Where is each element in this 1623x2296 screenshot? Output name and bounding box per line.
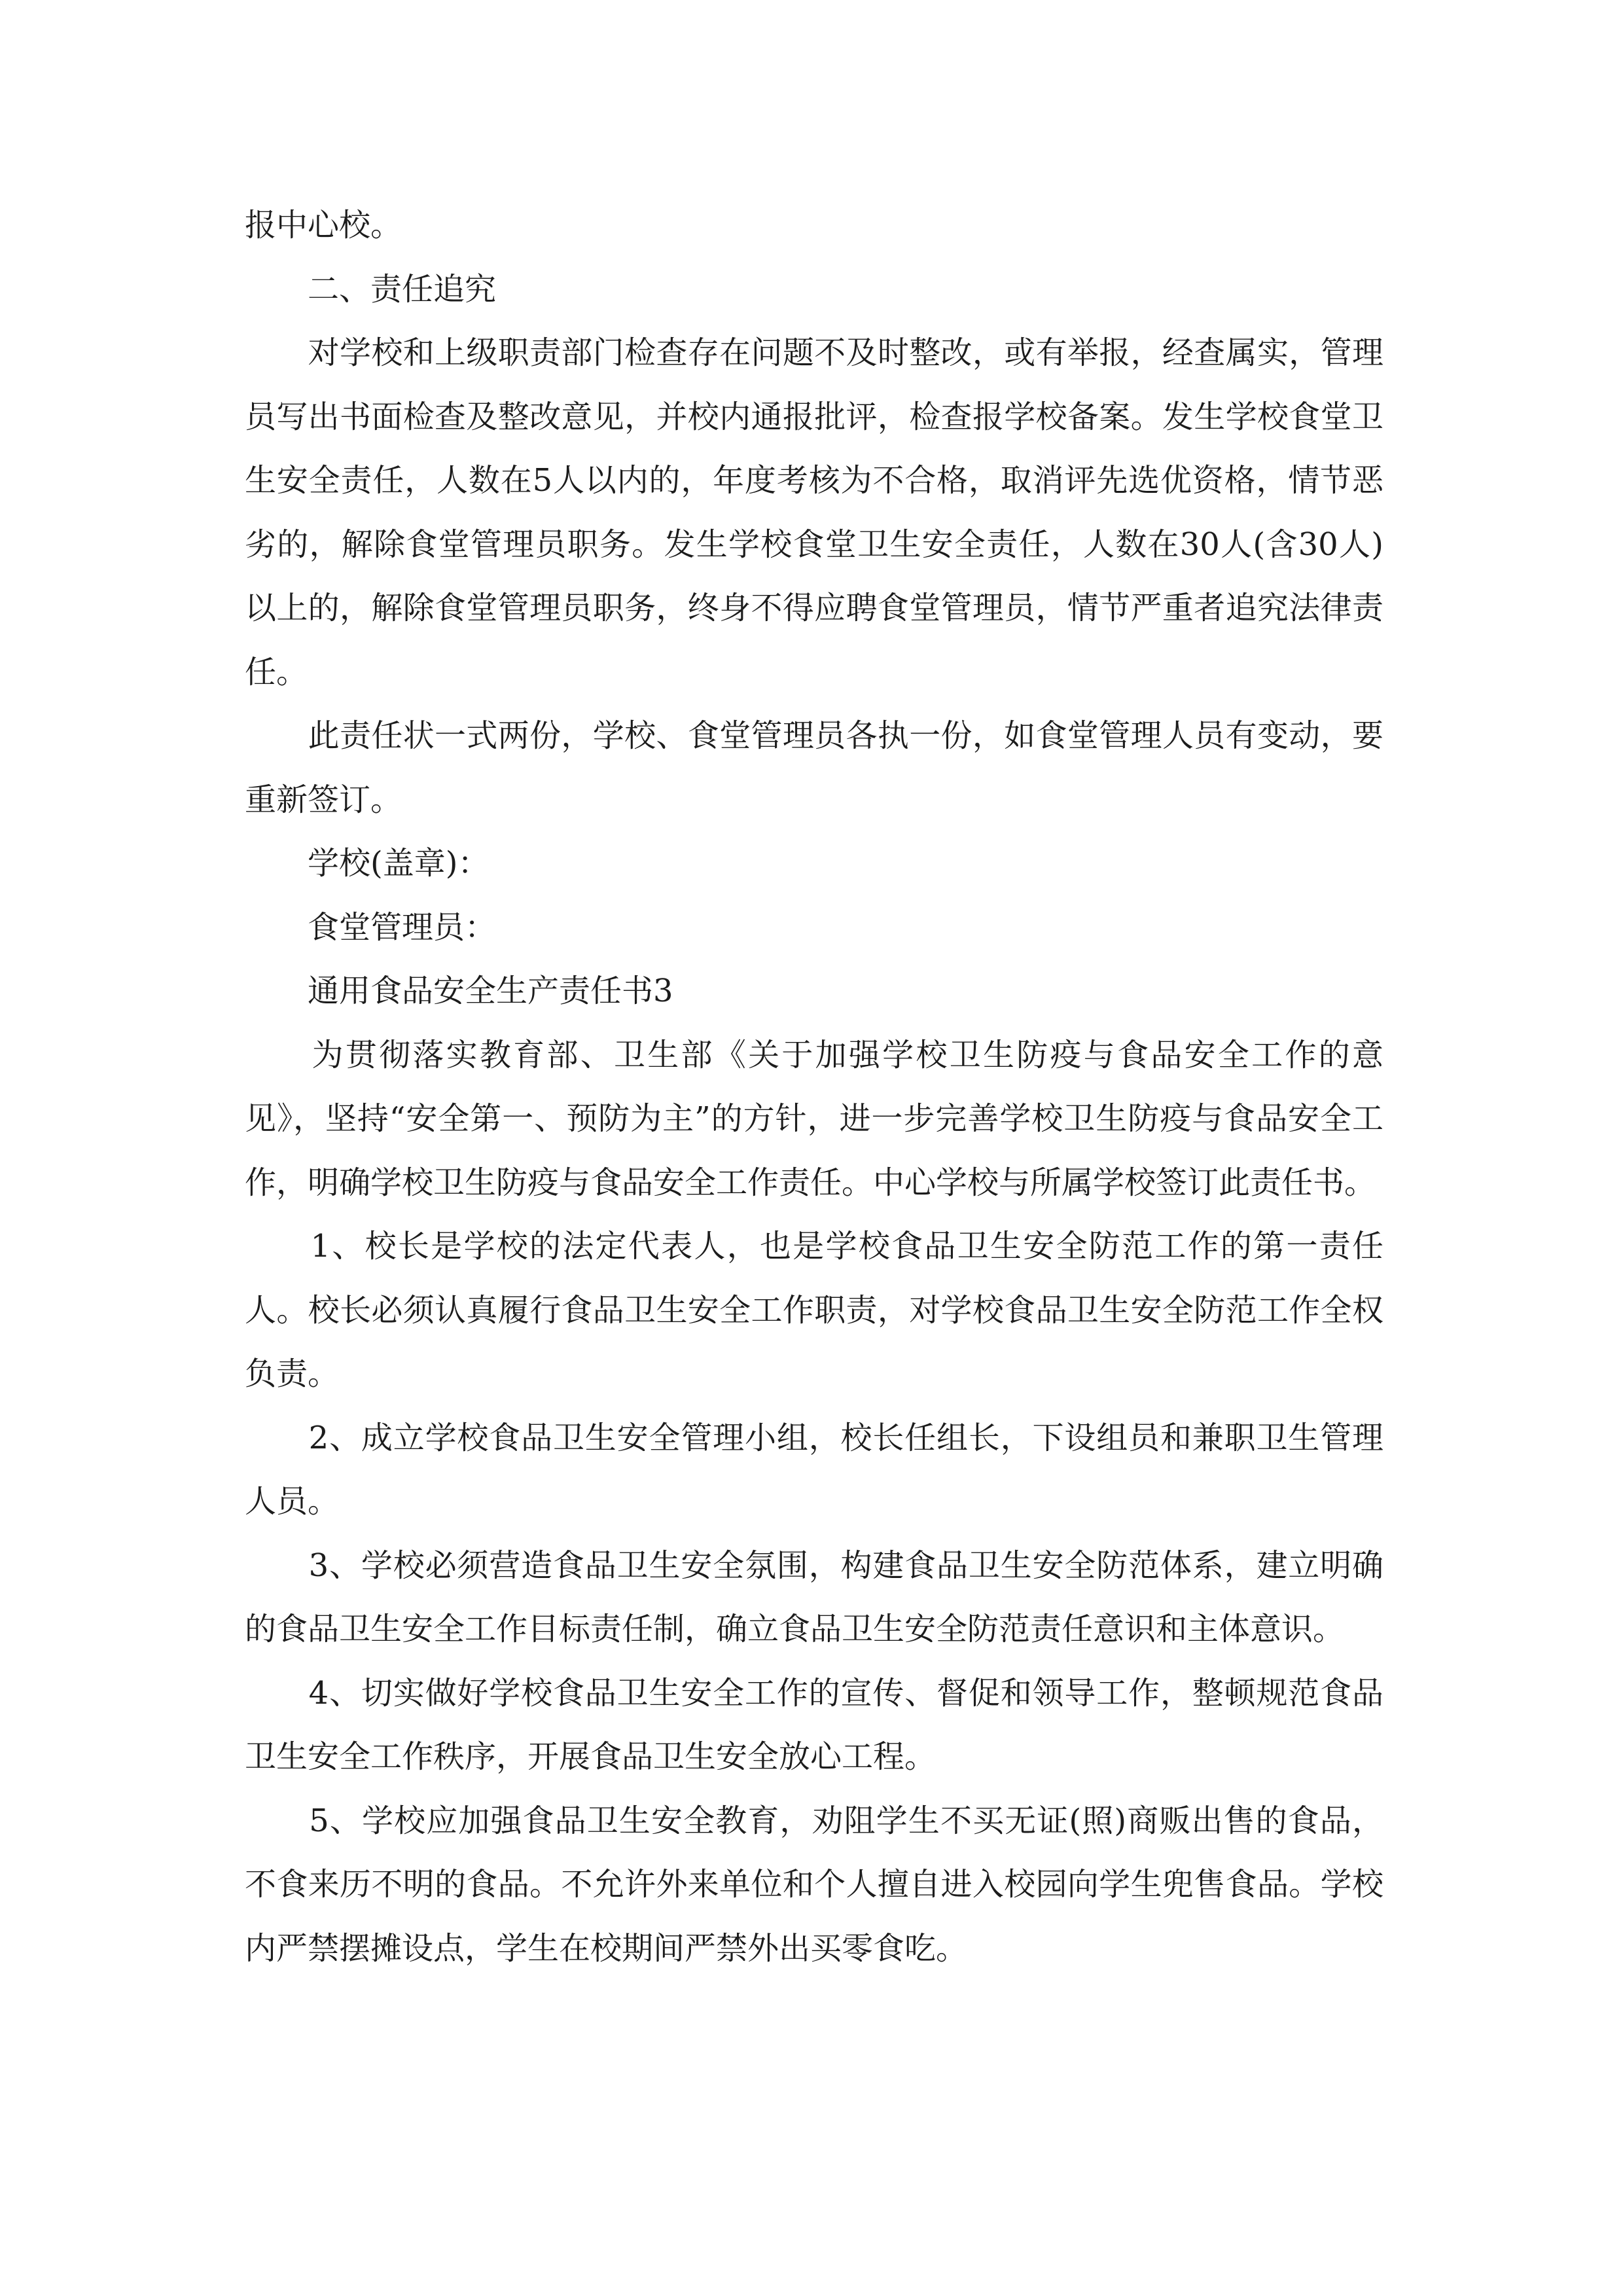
- document-title-3: 通用食品安全生产责任书3: [245, 973, 673, 1009]
- paragraph-copies: 此责任状一式两份，学校、食堂管理员各执一份，如食堂管理人员有变动，要重新签订。: [245, 717, 1383, 818]
- paragraph-intro: 为贯彻落实教育部、卫生部《关于加强学校卫生防疫与食品安全工作的意见》，坚持“安全第一、预防为主”的方针，进一步完善学校卫生防疫与食品安全工作，明确学校卫生防疫与食品安全工作责任。中心学校与所属学校签订此责任书。: [245, 1036, 1383, 1201]
- list-item-1: 1、校长是学校的法定代表人，也是学校食品卫生安全防范工作的第一责任人。校长必须认真履行食品卫生安全工作职责，对学校食品卫生安全防范工作全权负责。: [245, 1228, 1383, 1392]
- list-item-5: 5、学校应加强食品卫生安全教育，劝阻学生不买无证(照)商贩出售的食品，不食来历不明的食品。不允许外来单位和个人擅自进入校园向学生兜售食品。学校内严禁摆摊设点，学生在校期间严禁外出买零食吃。: [245, 1802, 1383, 1967]
- paragraph-accountability: 对学校和上级职责部门检查存在问题不及时整改，或有举报，经查属实，管理员写出书面检查及整改意见，并校内通报批评，检查报学校备案。发生学校食堂卫生安全责任，人数在5人以内的，年度考核为不合格，取消评先选优资格，情节恶劣的，解除食堂管理员职务。发生学校食堂卫生安全责任，人数在30人(含30人)以上的，解除食堂管理员职务，终身不得应聘食堂管理员，情节严重者追究法律责任。: [245, 334, 1383, 691]
- list-item-3: 3、学校必须营造食品卫生安全氛围，构建食品卫生安全防范体系，建立明确的食品卫生安全工作目标责任制，确立食品卫生安全防范责任意识和主体意识。: [245, 1547, 1383, 1647]
- signature-line-school: 学校(盖章)：: [245, 845, 490, 882]
- paragraph-continuation: 报中心校。: [245, 207, 402, 243]
- section-heading-accountability: 二、责任追究: [245, 270, 497, 308]
- list-item-2: 2、成立学校食品卫生安全管理小组，校长任组长，下设组员和兼职卫生管理人员。: [245, 1419, 1383, 1520]
- list-item-4: 4、切实做好学校食品卫生安全工作的宣传、督促和领导工作，整顿规范食品卫生安全工作秩序，开展食品卫生安全放心工程。: [245, 1674, 1383, 1775]
- document-body: [245, 194, 1383, 1981]
- signature-line-canteen-manager: 食堂管理员：: [245, 908, 497, 946]
